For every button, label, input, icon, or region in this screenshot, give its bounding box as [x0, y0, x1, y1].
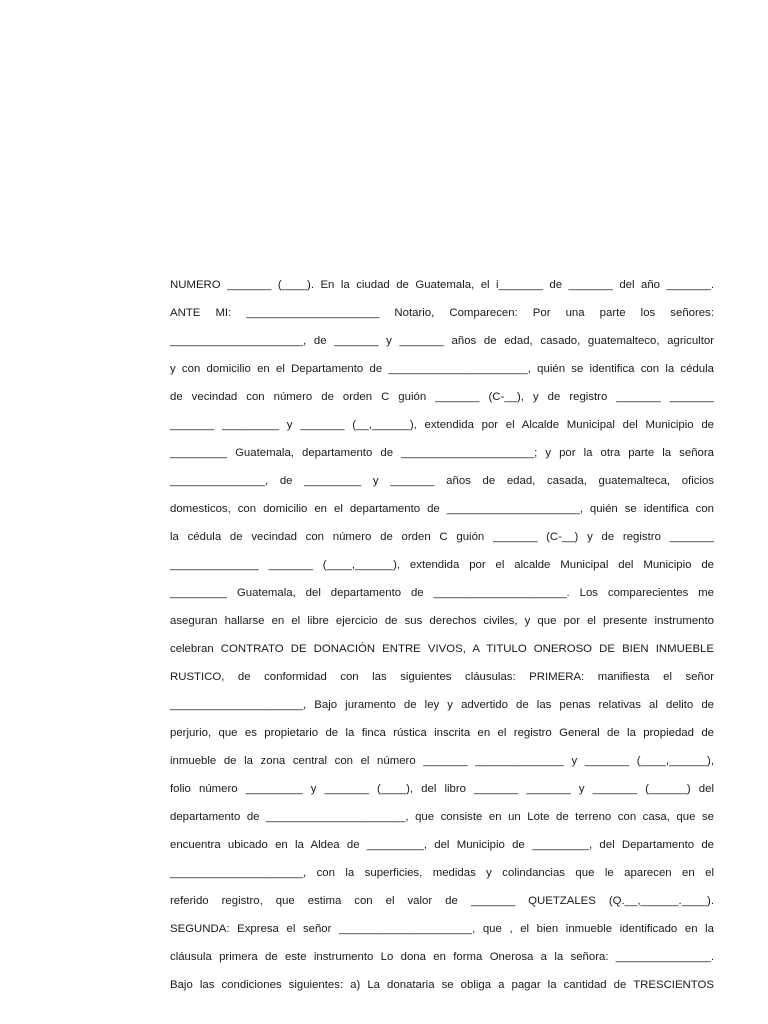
text-line: RUSTICO, de conformidad con las siguientes cláusulas: PRIMERA: manifiesta el señor — [170, 671, 714, 683]
text-line: _______ _________ y _______ (__,______), extendida por el Alcalde Municipal del Municipio de — [170, 419, 714, 431]
text-line: _________ Guatemala, departamento de _____________________; y por la otra parte la señora — [170, 447, 714, 459]
text-line: inmueble de la zona central con el número _______ ______________ y _______ (____,______), — [170, 755, 714, 767]
text-line: _____________________, de _______ y _______ años de edad, casado, guatemalteco, agricultor — [170, 335, 714, 347]
text-line: Bajo las condiciones siguientes: a) La donataria se obliga a pagar la cantidad de TRESCIENTOS — [170, 979, 714, 991]
text-line: y con domicilio en el Departamento de ______________________, quién se identifica con la cédula — [170, 363, 714, 375]
text-line: referido registro, que estima con el valor de _______ QUETZALES (Q.__,______.____). — [170, 895, 714, 907]
text-line: departamento de ______________________, que consiste en un Lote de terreno con casa, que se — [170, 811, 714, 823]
text-line: folio número _________ y _______ (____), del libro _______ _______ y _______ (______) del — [170, 783, 714, 795]
text-line: _____________________, con la superficies, medidas y colindancias que le aparecen en el — [170, 867, 714, 879]
text-line: _________ Guatemala, del departamento de _____________________. Los comparecientes me — [170, 587, 714, 599]
text-line: la cédula de vecindad con número de orden C guión _______ (C-__) y de registro _______ — [170, 531, 714, 543]
text-line: domesticos, con domicilio en el departamento de _____________________, quién se identifica con — [170, 503, 714, 515]
contract-body — [170, 276, 714, 1004]
text-line: NUMERO _______ (____). En la ciudad de Guatemala, el i_______ de _______ del año _______. — [170, 279, 714, 291]
text-line: _______________, de _________ y _______ años de edad, casada, guatemalteca, oficios — [170, 475, 714, 487]
text-line: cláusula primera de este instrumento Lo dona en forma Onerosa a la señora: _______________. — [170, 951, 714, 963]
text-line: celebran CONTRATO DE DONACIÓN ENTRE VIVOS, A TITULO ONEROSO DE BIEN INMUEBLE — [170, 643, 714, 655]
text-line: _____________________, Bajo juramento de ley y advertido de las penas relativas al delito de — [170, 699, 714, 711]
text-line: encuentra ubicado en la Aldea de _________, del Municipio de _________, del Departamento de — [170, 839, 714, 851]
text-line: de vecindad con número de orden C guión _______ (C-__), y de registro _______ _______ — [170, 391, 714, 403]
text-line: ANTE MI: _____________________ Notario, Comparecen: Por una parte los señores: — [170, 307, 714, 319]
text-line: ______________ _______ (____,______), extendida por el alcalde Municipal del Municipio de — [170, 559, 714, 571]
text-line: aseguran hallarse en el libre ejercicio de sus derechos civiles, y que por el presente instrumento — [170, 615, 714, 627]
text-line: SEGUNDA: Expresa el señor _____________________, que , el bien inmueble identificado en la — [170, 923, 714, 935]
text-line: perjurio, que es propietario de la finca rústica inscrita en el registro General de la propiedad de — [170, 727, 714, 739]
